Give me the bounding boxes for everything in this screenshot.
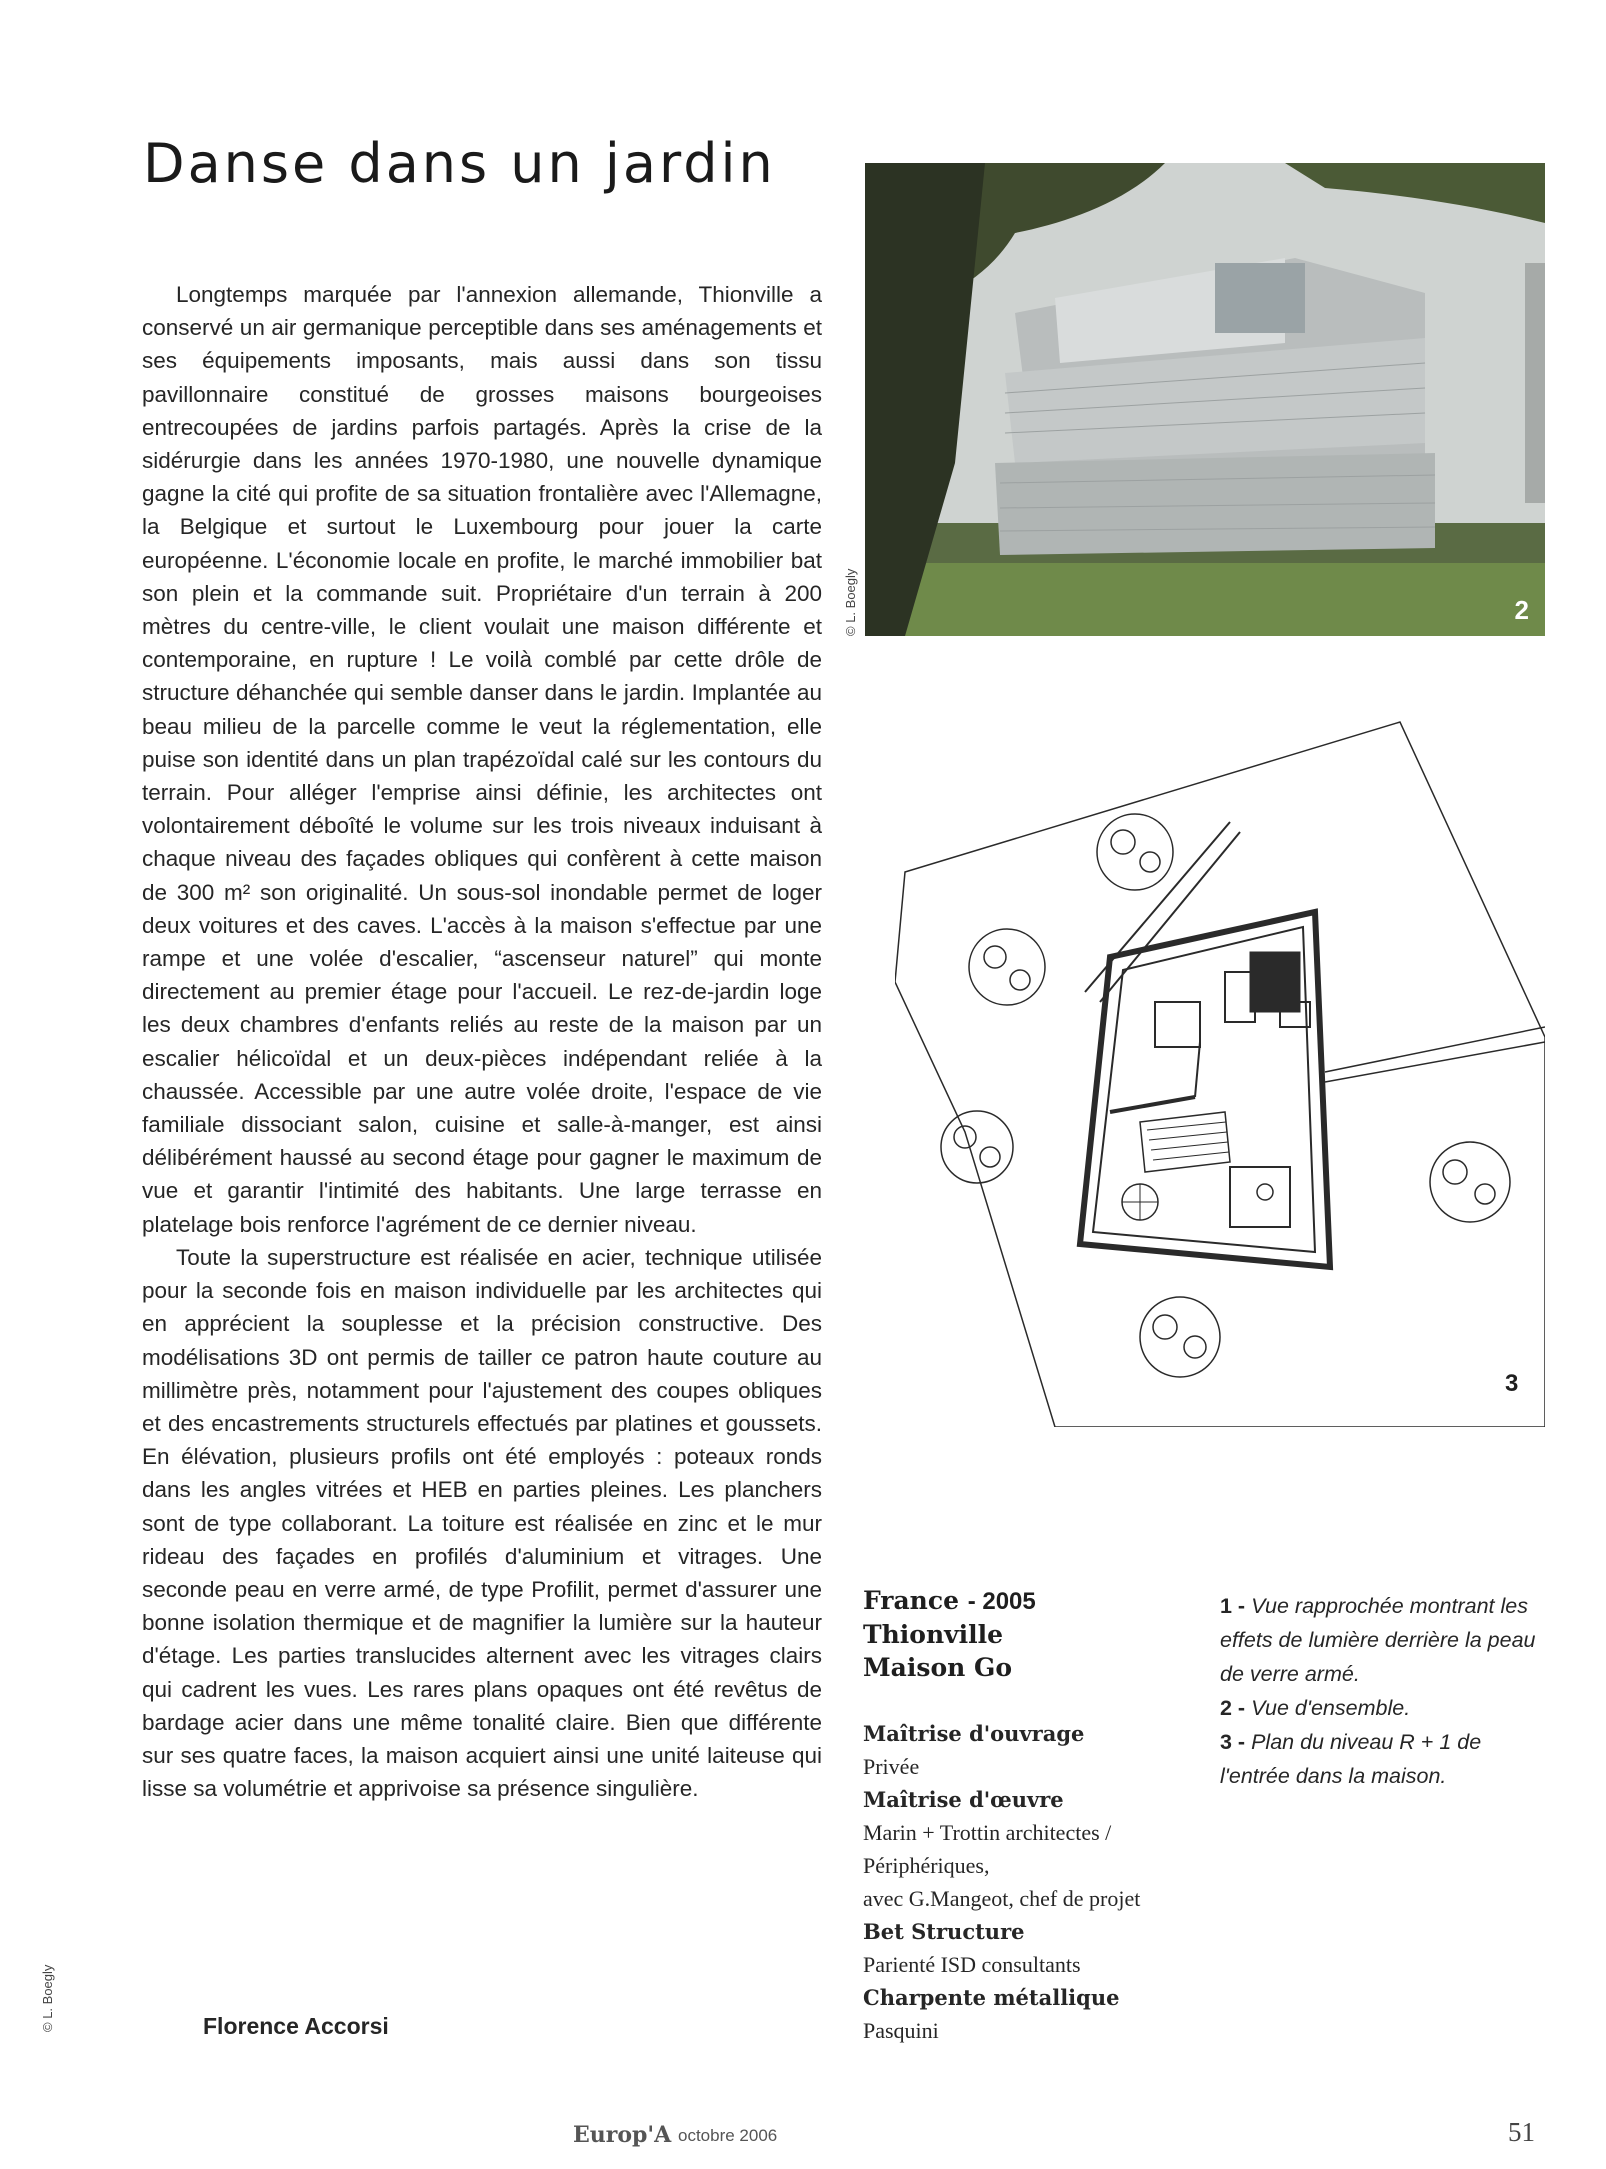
- issue-date: octobre 2006: [678, 2126, 778, 2145]
- article-body: [142, 278, 822, 1805]
- city: Thionville: [863, 1620, 1004, 1649]
- credit-role: Maîtrise d'ouvrage: [863, 1721, 1085, 1746]
- credit-value: Périphériques,: [863, 1853, 990, 1878]
- page-credit: © L. Boegly: [40, 1964, 55, 2032]
- floor-plan-drawing: [895, 712, 1545, 1427]
- credit-value: Privée: [863, 1754, 920, 1779]
- paragraph-1: Longtemps marquée par l'annexion allemande, Thionville a conservé un air germanique perceptible dans ses aménagements et ses équipements imposants, mais aussi dans son tissu pavillonnaire constitué de grosses maisons bourgeoises entrecoupées de jardins parfois partagés. Après la crise de la sidérurgie dans les années 1970-1980, une nouvelle dynamique gagne la cité qui profite de sa situation frontalière avec l'Allemagne, la Belgique et surtout le Luxembourg pour jouer la carte européenne. L'économie locale en profite, le marché immobilier bat son plein et la commande suit. Propriétaire d'un terrain à 200 mètres du centre-ville, le client voulait une maison différente et contemporaine, en rupture ! Le voilà comblé par cette drôle de structure déhanchée qui semble danser dans le jardin. Implantée au beau milieu de la parcelle comme le veut la réglementation, elle puise son identité dans un plan trapézoïdal calé sur les contours du terrain. Pour alléger l'emprise ainsi définie, les architectes ont volontairement déboîté le volume sur les trois niveaux induisant à chaque niveau des façades obliques qui confèrent à cette maison de 300 m² son originalité. Un sous-sol inondable permet de loger deux voitures et des caves. L'accès à la maison s'effectue par une rampe et une volée d'escalier, “ascenseur naturel” qui monte directement au premier étage pour l'accueil. Le rez-de-jardin loge les deux chambres d'enfants reliés au reste de la maison par un escalier hélicoïdal et un deux-pièces indépendant reliée à la chaussée. Accessible par une autre volée droite, l'espace de vie familiale dissociant salon, cuisine et salle-à-manger, est ainsi délibérément haussé au second étage pour gagner le maximum de vue et garantir l'intimité des habitants. Une large terrasse en platelage bois renforce l'agrément de ce dernier niveau.: [142, 282, 822, 1237]
- figure-number: 2: [1514, 595, 1529, 625]
- paragraph-2: Toute la superstructure est réalisée en acier, technique utilisée pour la seconde fois en maison individuelle par les architectes qui en apprécient la souplesse et la précision constructive. Des modélisations 3D ont permis de tailler ce patron haute couture au millimètre près, notamment pour l'ajustement des coupes obliques et des encastrements structurels effectués par platines et goussets. En élévation, plusieurs profils ont été employés : poteaux ronds dans les angles vitrées et HEB en parties pleines. Les planchers sont de type collaborant. La toiture est réalisée en zinc et le mur rideau des façades en profilés d'aluminium et vitrages. Une seconde peau en verre armé, de type Profilit, permet d'assurer une bonne isolation thermique et de magnifier la lumière sur la hauteur d'étage. Les parties translucides alternent avec les vitrages clairs qui cadrent les vues. Les rares plans opaques ont été revêtus de bardage acier dans une même tonalité claire. Bien que différente sur ses quatre faces, la maison acquiert ainsi une unité laiteuse qui lisse sa volumétrie et apprivoise sa présence singulière.: [142, 1244, 822, 1802]
- figure-number-plan: 3: [1505, 1370, 1519, 1397]
- credit-role: Charpente métallique: [863, 1985, 1120, 2010]
- floor-plan: [895, 712, 1545, 1427]
- page-number: 51: [1508, 2117, 1535, 2147]
- year: - 2005: [967, 1588, 1036, 1615]
- project-name: Maison Go: [863, 1653, 1013, 1682]
- credit-role: Bet Structure: [863, 1919, 1025, 1944]
- author: Florence Accorsi: [203, 2013, 389, 2039]
- magazine-brand: Europ'A: [573, 2122, 672, 2148]
- house-photo-illustration: [865, 163, 1545, 636]
- credit-role: Maîtrise d'œuvre: [863, 1787, 1064, 1812]
- caption: 3 - Plan du niveau R + 1 de l'entrée dans la maison.: [1220, 1730, 1482, 1788]
- house-photo: [865, 163, 1545, 636]
- project-info: [863, 1584, 1183, 2047]
- photo-credit: © L. Boegly: [843, 568, 858, 636]
- project-location: [863, 1584, 1183, 1684]
- project-credits: [863, 1717, 1183, 2047]
- figure-captions: [1220, 1589, 1540, 1793]
- credit-value: Marin + Trottin architectes /: [863, 1820, 1112, 1845]
- credit-value: Pasquini: [863, 2018, 939, 2043]
- caption: 2 - Vue d'ensemble.: [1220, 1696, 1411, 1720]
- credit-value: avec G.Mangeot, chef de projet: [863, 1886, 1141, 1911]
- country: France: [863, 1586, 959, 1615]
- credit-value: Parienté ISD consultants: [863, 1952, 1081, 1977]
- caption: 1 - Vue rapprochée montrant les effets de lumière derrière la peau de verre armé.: [1220, 1594, 1536, 1686]
- article-title: Danse dans un jardin: [143, 132, 776, 195]
